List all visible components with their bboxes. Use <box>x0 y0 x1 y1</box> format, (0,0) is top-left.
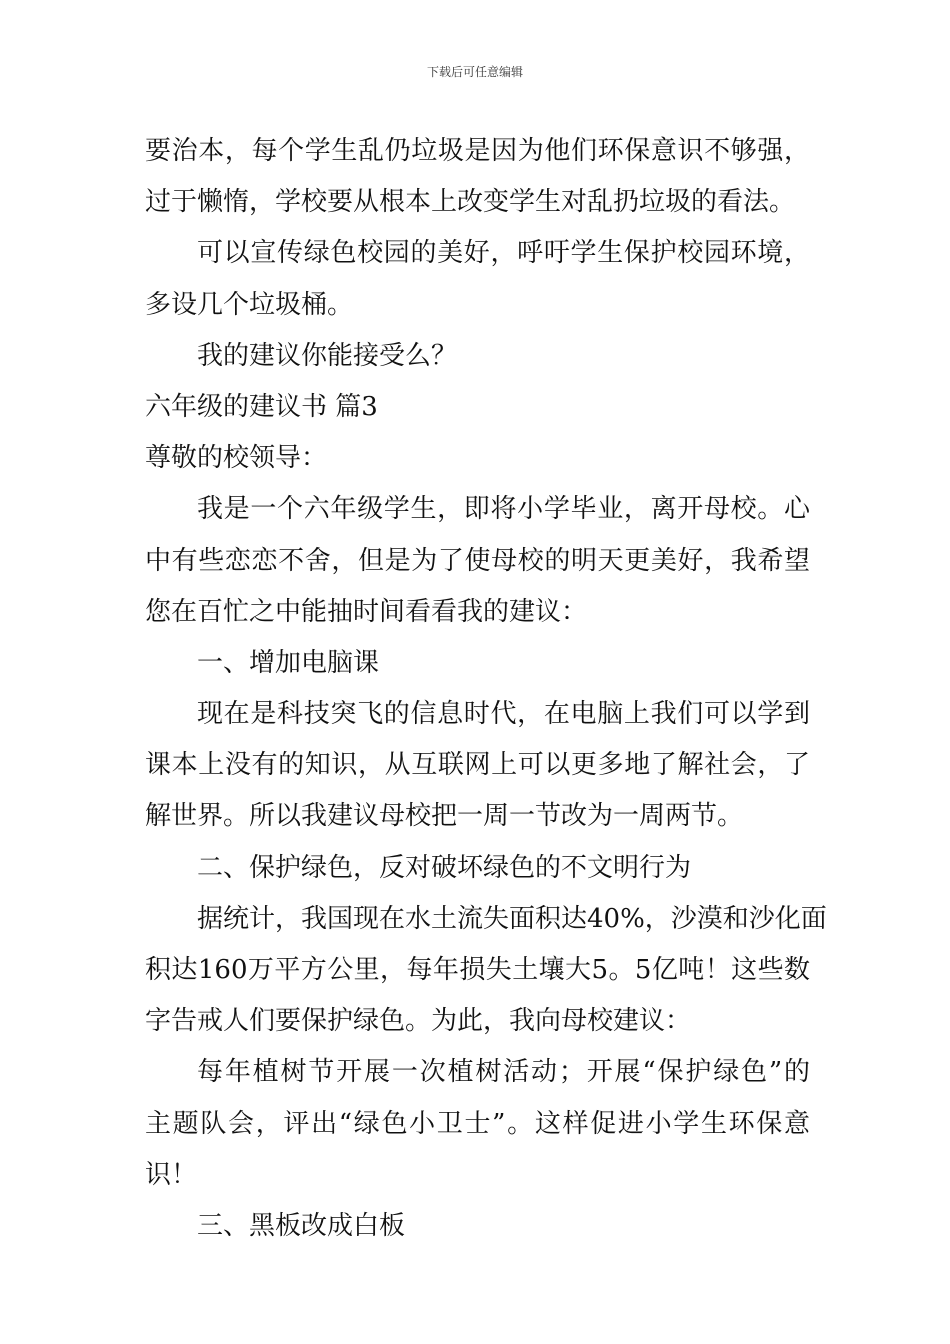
subheading: 一、增加电脑课 <box>197 647 380 678</box>
paragraph-line: 字告戒人们要保护绿色。为此，我向母校建议： <box>145 1006 692 1037</box>
paragraph-line: 积达160万平方公里，每年损失土壤大5。5亿吨！这些数 <box>145 955 810 985</box>
paragraph-line: 中有些恋恋不舍，但是为了使母校的明天更美好，我希望 <box>145 545 810 576</box>
paragraph-line: 多设几个垃圾桶。 <box>145 289 354 320</box>
subheading: 三、黑板改成白板 <box>197 1210 406 1241</box>
paragraph-line: 识！ <box>145 1159 198 1190</box>
section-heading: 六年级的建议书 篇3 <box>145 391 378 422</box>
paragraph-line: 过于懒惰，学校要从根本上改变学生对乱扔垃圾的看法。 <box>145 187 796 218</box>
paragraph-line: 每年植树节开展一次植树活动；开展“保护绿色”的 <box>197 1057 810 1088</box>
paragraph-line: 解世界。所以我建议母校把一周一节改为一周两节。 <box>145 801 744 832</box>
page-header: 下载后可任意编辑 <box>426 65 523 79</box>
document-body <box>145 126 827 1252</box>
subheading: 二、保护绿色，反对破坏绿色的不文明行为 <box>197 852 692 883</box>
paragraph-line: 我的建议你能接受么？ <box>197 340 458 371</box>
paragraph-line: 现在是科技突飞的信息时代，在电脑上我们可以学到 <box>197 699 810 730</box>
paragraph-line: 我是一个六年级学生，即将小学毕业，离开母校。心 <box>197 494 810 525</box>
paragraph-line: 要治本，每个学生乱仍垃圾是因为他们环保意识不够强， <box>145 136 810 166</box>
paragraph-line: 据统计，我国现在水土流失面积达40%，沙漠和沙化面 <box>197 903 827 934</box>
paragraph-line: 可以宣传绿色校园的美好，呼吁学生保护校园环境， <box>197 238 810 269</box>
paragraph-line: 您在百忙之中能抽时间看看我的建议： <box>145 596 588 627</box>
paragraph-line: 主题队会，评出“绿色小卫士”。这样促进小学生环保意 <box>145 1108 810 1139</box>
paragraph-line: 课本上没有的知识，从互联网上可以更多地了解社会，了 <box>145 750 810 781</box>
salutation: 尊敬的校领导： <box>145 443 328 474</box>
